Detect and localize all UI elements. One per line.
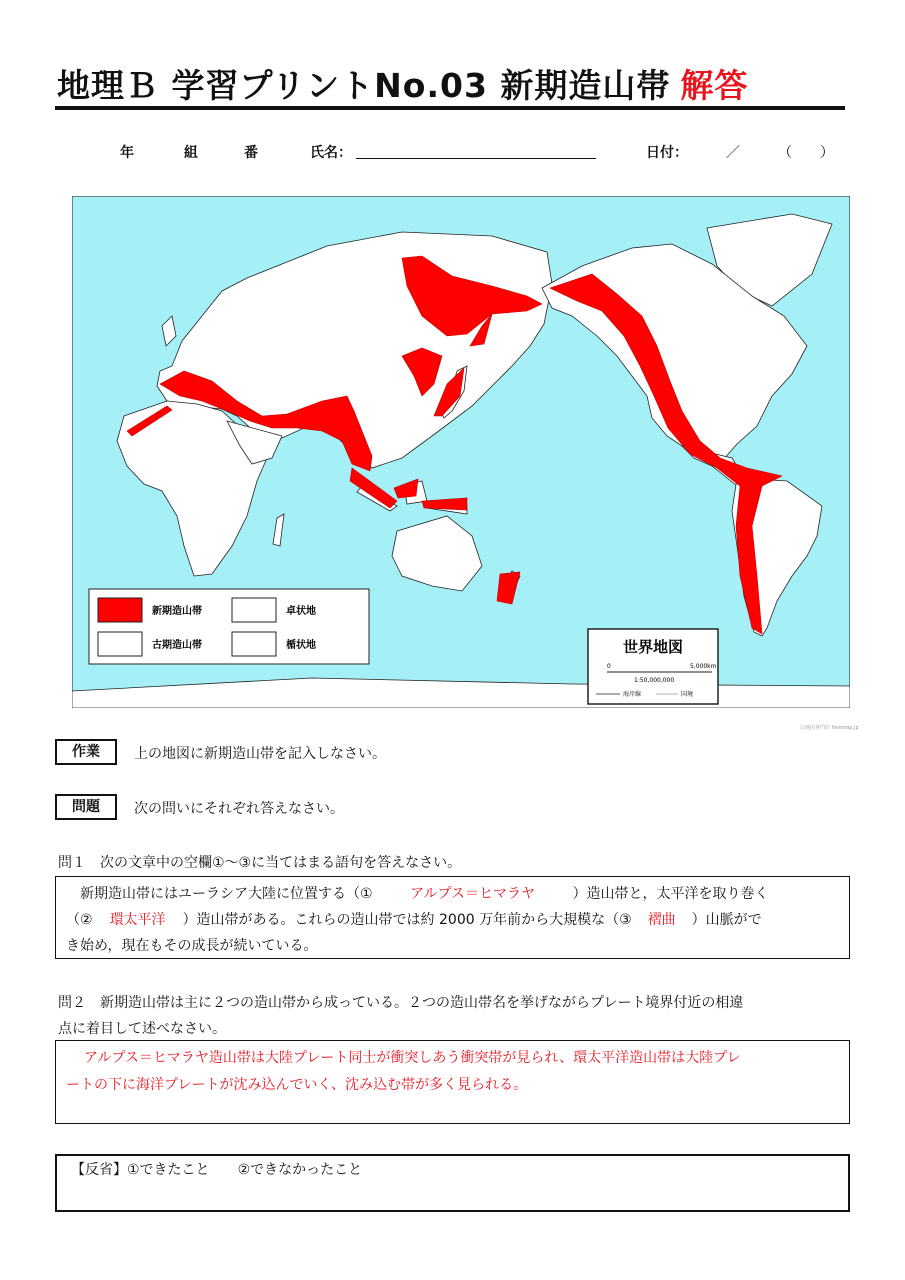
q1-line-2: （② 環太平洋 ）造山帯がある。これらの造山帯では約 2000 万年前から大規模な（③ 褶曲 ）山脈がで <box>66 907 839 933</box>
legend-box <box>89 589 369 664</box>
problem-text: 次の問いにそれぞれ答えなさい。 <box>134 801 344 817</box>
task-label: 作業 <box>55 739 117 765</box>
q1-line-3: き始め，現在もその成長が続いている。 <box>66 938 318 954</box>
coastline-label: 海岸線 <box>623 691 642 698</box>
q1-line-1: 新期造山帯にはユーラシア大陸に位置する（① アルプス＝ヒマラヤ ）造山帯と，太平洋を取り巻く <box>66 881 839 907</box>
date-label: 日付： <box>646 145 688 161</box>
q2-answer-line-1: アルプス＝ヒマラヤ造山帯は大陸プレート同士が衝突しあう衝突帯が見られ、環太平洋造山帯は大陸プレ <box>84 1050 741 1066</box>
map-inset-box <box>588 629 718 704</box>
page-title: 地理Ｂ 学習プリントNo.03 新期造山帯 解答 <box>57 66 749 105</box>
answer-2[interactable]: 環太平洋 <box>109 912 166 928</box>
year-label: 年 <box>120 145 134 161</box>
question1-prompt: 問１ 次の文章中の空欄①～③に当てはまる語句を答えなさい。 <box>58 855 462 871</box>
legend-tableland: 卓状地 <box>286 606 316 617</box>
answer-3[interactable]: 褶曲 <box>647 912 676 928</box>
inset-title: 世界地図 <box>622 638 684 656</box>
reflection-box[interactable] <box>55 1154 850 1212</box>
number-label: 番 <box>244 145 258 161</box>
map-credit: 白地図専門店 freemap.jp <box>800 725 859 731</box>
legend-new-orogenic: 新期造山帯 <box>152 606 202 617</box>
title-underline <box>55 106 845 110</box>
answer-1[interactable]: アルプス＝ヒマラヤ <box>410 886 535 902</box>
task-text: 上の地図に新期造山帯を記入しなさい。 <box>134 746 386 762</box>
world-map <box>72 196 850 708</box>
name-field[interactable] <box>356 158 596 159</box>
question1-box <box>55 876 850 959</box>
question2-prompt-1: 問２ 新期造山帯は主に２つの造山帯から成っている。２つの造山帯名を挙げながらプレート境界付近の相違 <box>58 995 744 1011</box>
scale-start: 0 <box>607 663 611 670</box>
name-label: 氏名： <box>310 145 352 161</box>
scale-ratio: 1:50,000,000 <box>634 677 675 684</box>
problem-label: 問題 <box>55 794 117 820</box>
question2-answer-box[interactable] <box>55 1040 850 1124</box>
q2-answer-line-2: ートの下に海洋プレートが沈み込んでいく、沈み込む帯が多く見られる。 <box>66 1077 528 1093</box>
date-slash: ／ <box>726 145 740 161</box>
legend-shield: 楯状地 <box>286 640 316 651</box>
answer-label: 解答 <box>680 66 749 105</box>
reflection-item-1: ①できたこと <box>127 1162 210 1178</box>
legend-old-orogenic: 古期造山帯 <box>152 640 202 651</box>
border-label: 国境 <box>681 691 694 698</box>
scale-end: 5,000km <box>690 663 717 670</box>
question2-prompt-2: 点に着目して述べなさい。 <box>58 1021 226 1037</box>
reflection-label: 【反省】 <box>71 1162 127 1178</box>
reflection-item-2: ②できなかったこと <box>237 1162 363 1178</box>
class-label: 組 <box>184 145 198 161</box>
date-weekday-paren: （ ） <box>778 145 834 161</box>
